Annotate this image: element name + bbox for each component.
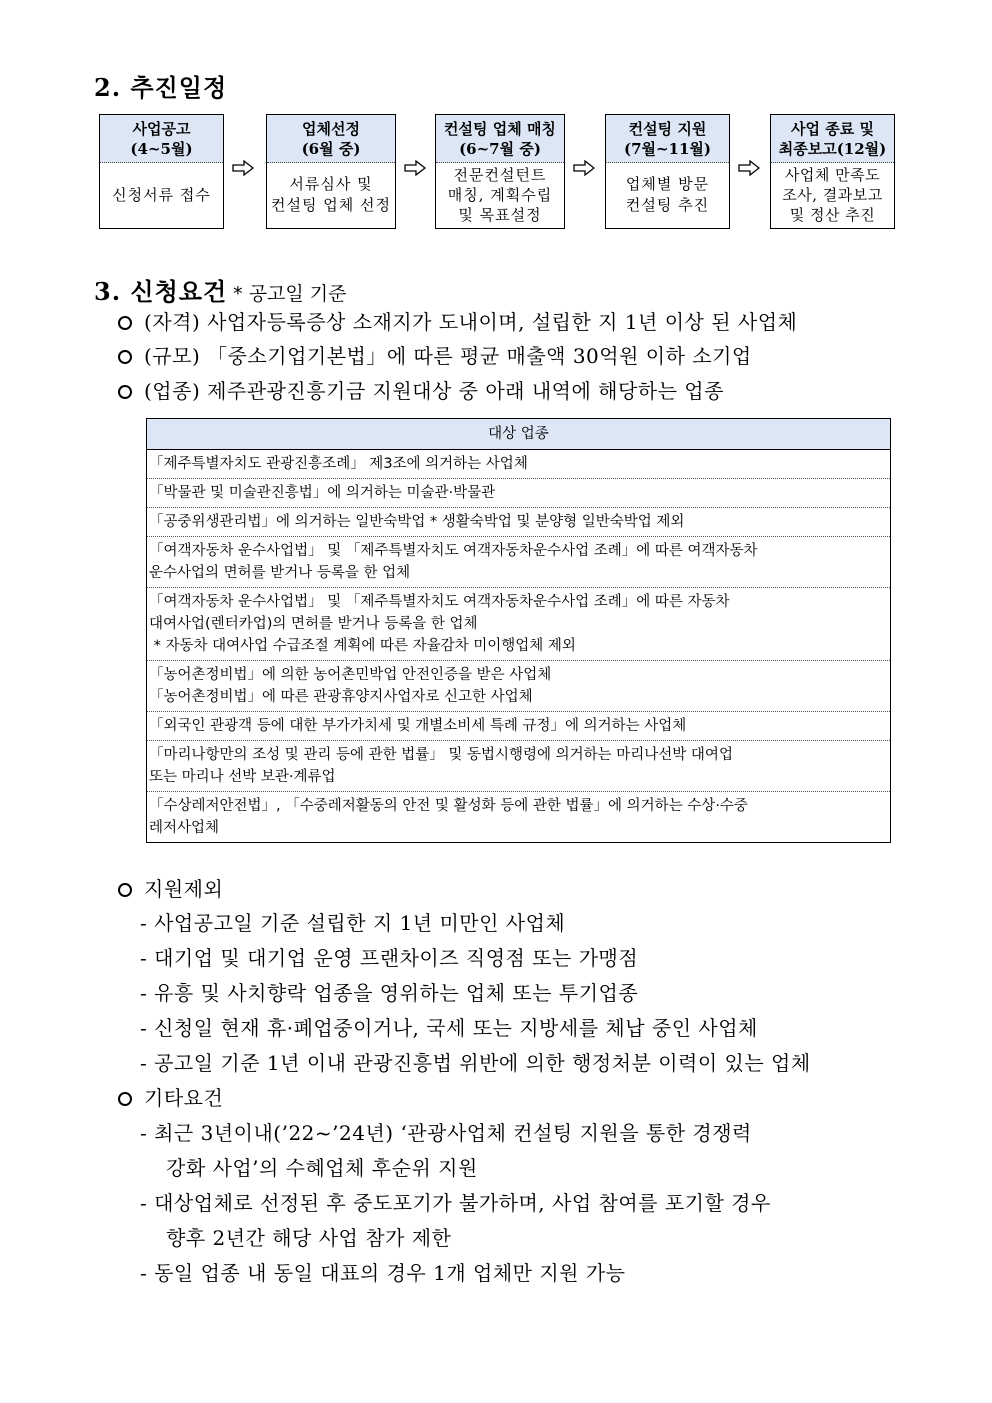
flow-step-period: (6월 중) — [301, 139, 361, 158]
flow-step-title: 업체선정 — [302, 119, 360, 138]
right-arrow-icon — [404, 160, 426, 176]
table-cell-line: 「여객자동차 운수사업법」 및 「제주특별자치도 여객자동차운수사업 조례」에 따른 여객자동차 — [149, 543, 758, 559]
table-header: 대상 업종 — [147, 419, 890, 450]
flow-step-body — [606, 163, 729, 227]
table-cell-line: 운수사업의 면허를 받거나 등록을 한 업체 — [149, 565, 411, 581]
table-cell-note: * 자동차 대여사업 수급조절 계획에 따른 자율감차 미이행업체 제외 — [149, 638, 576, 654]
flow-step-matching — [435, 114, 565, 229]
circle-bullet-icon — [118, 883, 132, 897]
flow-step-text: 서류심사 및 — [289, 175, 373, 193]
right-arrow-icon — [738, 160, 760, 176]
flow-step-text: 매칭, 계획수립 — [447, 186, 553, 204]
table-row — [147, 450, 890, 479]
right-arrow-icon — [232, 160, 254, 176]
exclusions-heading — [118, 876, 223, 902]
other-requirement-continuation: 향후 2년간 해당 사업 참가 제한 — [166, 1226, 452, 1250]
other-requirements-heading — [118, 1085, 223, 1111]
table-cell-line: 「제주특별자치도 관광진흥조례」 제3조에 의거하는 사업체 — [149, 456, 528, 472]
table-cell-line: 레저사업체 — [149, 820, 220, 836]
exclusion-item: - 신청일 현재 휴·폐업중이거나, 국세 또는 지방세를 체납 중인 사업체 — [140, 1016, 758, 1040]
table-row — [147, 792, 890, 842]
exclusion-item: - 유흥 및 사치향락 업종을 영위하는 업체 또는 투기업종 — [140, 981, 639, 1005]
flow-step-selection — [266, 114, 396, 229]
circle-bullet-icon — [118, 316, 132, 330]
flow-step-text: 사업체 만족도 — [784, 166, 881, 184]
table-row — [147, 661, 890, 712]
table-cell-line: 「여객자동차 운수사업법」 및 「제주특별자치도 여객자동차운수사업 조례」에 따른 자동차 — [149, 594, 730, 610]
flow-step-title: 컨설팅 업체 매칭 — [444, 119, 556, 138]
flow-step-text: 전문컨설턴트 — [453, 166, 547, 184]
flow-step-title: 사업공고 — [132, 119, 191, 138]
section-2-title: 2. 추진일정 — [94, 73, 228, 102]
exclusion-item: - 대기업 및 대기업 운영 프랜차이즈 직영점 또는 가맹점 — [140, 946, 639, 970]
flow-step-header — [267, 115, 395, 163]
target-industry-table — [146, 418, 891, 843]
flow-step-consulting — [605, 114, 730, 229]
section-3-heading: 3. 신청요건 — [94, 277, 228, 306]
flow-step-body — [436, 163, 564, 227]
table-row — [147, 508, 890, 537]
table-cell-line: 대여사업(렌터카업)의 면허를 받거나 등록을 한 업체 — [149, 616, 478, 632]
exclusions-title: 지원제외 — [144, 877, 224, 901]
requirement-text: (규모) 「중소기업기본법」에 따른 평균 매출액 30억원 이하 소기업 — [144, 344, 752, 368]
flow-step-header — [606, 115, 729, 163]
table-cell-line: 「농어촌정비법」에 의한 농어촌민박업 안전인증을 받은 사업체 — [149, 667, 552, 683]
table-row — [147, 588, 890, 661]
other-requirement-item: - 동일 업종 내 동일 대표의 경우 1개 업체만 지원 가능 — [140, 1261, 626, 1285]
flow-step-text: 업체별 방문 — [625, 175, 710, 193]
flow-step-period: (7월~11월) — [623, 139, 712, 158]
flow-step-period: 최종보고(12월) — [778, 139, 887, 158]
table-row — [147, 741, 890, 792]
flow-step-text: 및 목표설정 — [458, 206, 542, 224]
circle-bullet-icon — [118, 385, 132, 399]
section-3-note: * 공고일 기준 — [233, 283, 347, 305]
table-cell-line: 「마리나항만의 조성 및 관리 등에 관한 법률」 및 동법시행령에 의거하는 마리나선박 대여업 — [149, 747, 733, 763]
flow-step-title: 사업 종료 및 — [791, 119, 874, 138]
table-cell-line: 「박물관 및 미술관진흥법」에 의거하는 미술관·박물관 — [149, 485, 496, 501]
flow-step-text: 조사, 결과보고 — [782, 186, 883, 204]
table-row — [147, 537, 890, 588]
exclusion-item: - 공고일 기준 1년 이내 관광진흥법 위반에 의한 행정처분 이력이 있는 업체 — [140, 1051, 811, 1075]
requirement-text: (자격) 사업자등록증상 소재지가 도내이며, 설립한 지 1년 이상 된 사업체 — [144, 310, 798, 334]
table-cell-line: 「수상레저안전법」, 「수중레저활동의 안전 및 활성화 등에 관한 법률」에 의거하는 수상·수중 — [149, 798, 748, 814]
table-cell-line: 「농어촌정비법」에 따른 관광휴양지사업자로 신고한 사업체 — [149, 689, 533, 705]
flow-step-text: 컨설팅 업체 선정 — [271, 196, 391, 214]
flow-step-body — [100, 163, 223, 227]
flow-step-period: (4~5월) — [130, 139, 193, 158]
flow-step-body — [771, 163, 894, 227]
table-row — [147, 712, 890, 741]
right-arrow-icon — [573, 160, 595, 176]
flow-step-final-report — [770, 114, 895, 229]
requirement-qualification — [118, 309, 797, 335]
table-cell-line: 「외국인 관광객 등에 대한 부가가치세 및 개별소비세 특례 규정」에 의거하는 사업체 — [149, 718, 687, 734]
circle-bullet-icon — [118, 1092, 132, 1106]
exclusion-item: - 사업공고일 기준 설립한 지 1년 미만인 사업체 — [140, 911, 566, 935]
table-cell-line: 또는 마리나 선박 보관·계류업 — [149, 769, 336, 785]
flow-step-header — [436, 115, 564, 163]
other-requirement-item: - 최근 3년이내(’22~’24년) ‘관광사업체 컨설팅 지원을 통한 경쟁력 — [140, 1121, 752, 1145]
flow-step-announcement — [99, 114, 224, 229]
flow-step-header — [771, 115, 894, 163]
requirement-scale — [118, 343, 752, 369]
section-3-title — [94, 272, 347, 307]
flow-step-period: (6~7월 중) — [459, 139, 541, 158]
other-requirement-continuation: 강화 사업’의 수혜업체 후순위 지원 — [166, 1156, 478, 1180]
other-requirements-title: 기타요건 — [144, 1086, 224, 1110]
flow-step-body — [267, 163, 395, 227]
flow-step-text: 컨설팅 추진 — [625, 196, 710, 214]
requirement-text: (업종) 제주관광진흥기금 지원대상 중 아래 내역에 해당하는 업종 — [144, 379, 724, 403]
table-cell-line: 「공중위생관리법」에 의거하는 일반숙박업 * 생활숙박업 및 분양형 일반숙박업 제외 — [149, 514, 685, 530]
requirement-industry — [118, 378, 724, 404]
circle-bullet-icon — [118, 350, 132, 364]
other-requirement-item: - 대상업체로 선정된 후 중도포기가 불가하며, 사업 참여를 포기할 경우 — [140, 1191, 771, 1215]
flow-step-text: 및 정산 추진 — [789, 206, 876, 224]
table-row — [147, 479, 890, 508]
flow-step-text: 신청서류 접수 — [112, 185, 211, 204]
flow-step-title: 컨설팅 지원 — [628, 119, 707, 138]
flow-step-header — [100, 115, 223, 163]
